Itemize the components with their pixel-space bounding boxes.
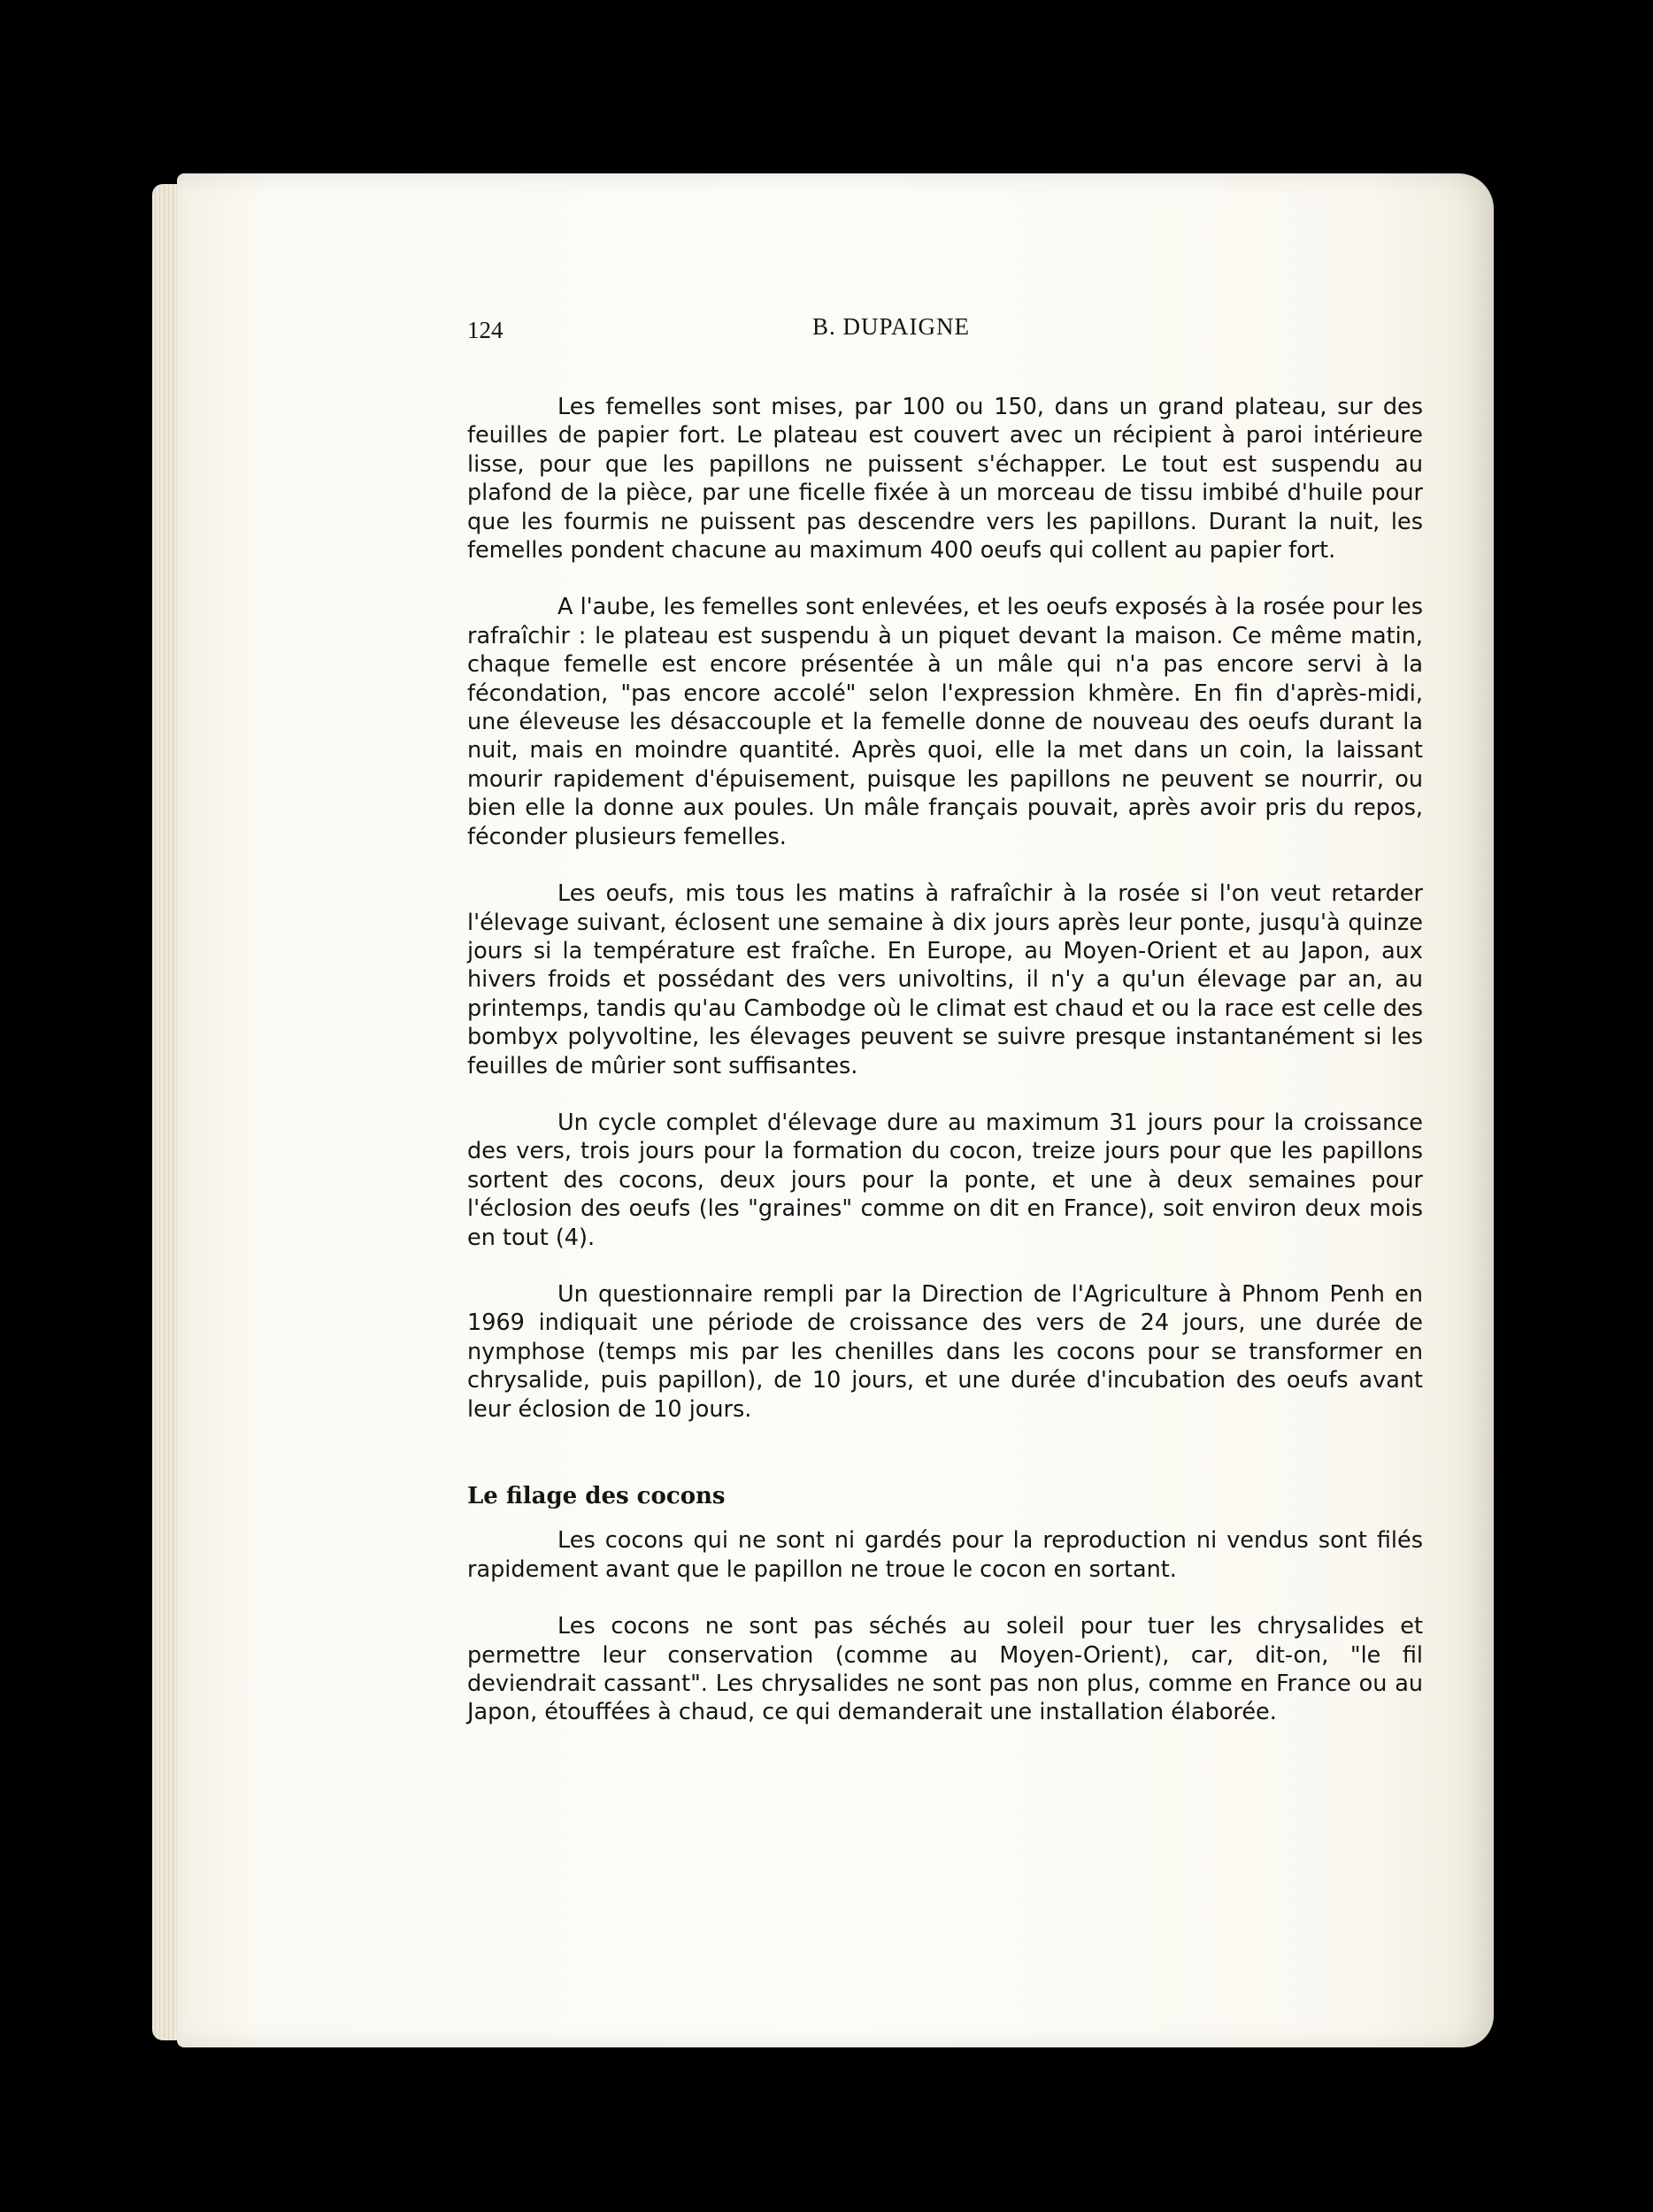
running-head [467,313,1423,352]
paragraph: Les oeufs, mis tous les matins à rafraîchir à la rosée si l'on veut retarder l'élevage suivant, éclosent une semaine à dix jours après leur ponte, jusqu'à quinze jours si la température est fraîche. En Europe, au Moyen-Orient et au Japon, aux hivers froids et possédant des vers univoltins, il n'y a qu'un élevage par an, au printemps, tandis qu'au Cambodge où le climat est chaud et ou la race est celle des bombyx polyvoltine, les élevages peuvent se suivre presque instantanément si les feuilles de mûrier sont suffisantes. [467,880,1423,1079]
paragraph: Un cycle complet d'élevage dure au maximum 31 jours pour la croissance des vers, trois jours pour la formation du cocon, treize jours pour que les papillons sortent des cocons, deux jours pour la ponte, et une à deux semaines pour l'éclosion des oeufs (les "graines" comme on dit en France), soit environ deux mois en tout (4). [467,1109,1423,1251]
paragraph: Un questionnaire rempli par la Direction de l'Agriculture à Phnom Penh en 1969 indiquait une période de croissance des vers de 24 jours, une durée de nymphose (temps mis par les chenilles dans les cocons pour se transformer en chrysalide, puis papillon), de 10 jours, et une durée d'incubation des oeufs avant leur éclosion de 10 jours. [467,1280,1423,1423]
section-heading: Le filage des cocons [467,1483,726,1509]
paragraph: Les cocons qui ne sont ni gardés pour la reproduction ni vendus sont filés rapidement avant que le papillon ne troue le cocon en sortant. [467,1527,1423,1583]
page-number: 124 [467,317,504,343]
paragraph: Les femelles sont mises, par 100 ou 150, dans un grand plateau, sur des feuilles de papier fort. Le plateau est couvert avec un récipient à paroi intérieure lisse, pour que les papillons ne puissent s'échapper. Le tout est suspendu au plafond de la pièce, par une ficelle fixée à un morceau de tissu imbibé d'huile pour que les fourmis ne puissent pas descendre vers les papillons. Durant la nuit, les femelles pondent chacune au maximum 400 oeufs qui collent au papier fort. [467,394,1423,565]
author-name: B. DUPAIGNE [812,313,971,340]
body-text [467,393,1423,1755]
paragraph: Les cocons ne sont pas séchés au soleil pour tuer les chrysalides et permettre leur conservation (comme au Moyen-Orient), car, dit-on, "le fil deviendrait cassant". Les chrysalides ne sont pas non plus, comme en France ou au Japon, étouffées à chaud, ce qui demanderait une installation élaborée. [467,1613,1423,1726]
paragraph: A l'aube, les femelles sont enlevées, et les oeufs exposés à la rosée pour les rafraîchir : le plateau est suspendu à un piquet devant la maison. Ce même matin, chaque femelle est encore présentée à un mâle qui n'a pas encore servi à la fécondation, "pas encore accolé" selon l'expression khmère. En fin d'après-midi, une éleveuse les désaccouple et la femelle donne de nouveau des oeufs durant la nuit, mais en moindre quantité. Après quoi, elle la met dans un coin, la laissant mourir rapidement d'épuisement, puisque les papillons ne peuvent se nourrir, ou bien elle la donne aux poules. Un mâle français pouvait, après avoir pris du repos, féconder plusieurs femelles. [467,594,1423,850]
